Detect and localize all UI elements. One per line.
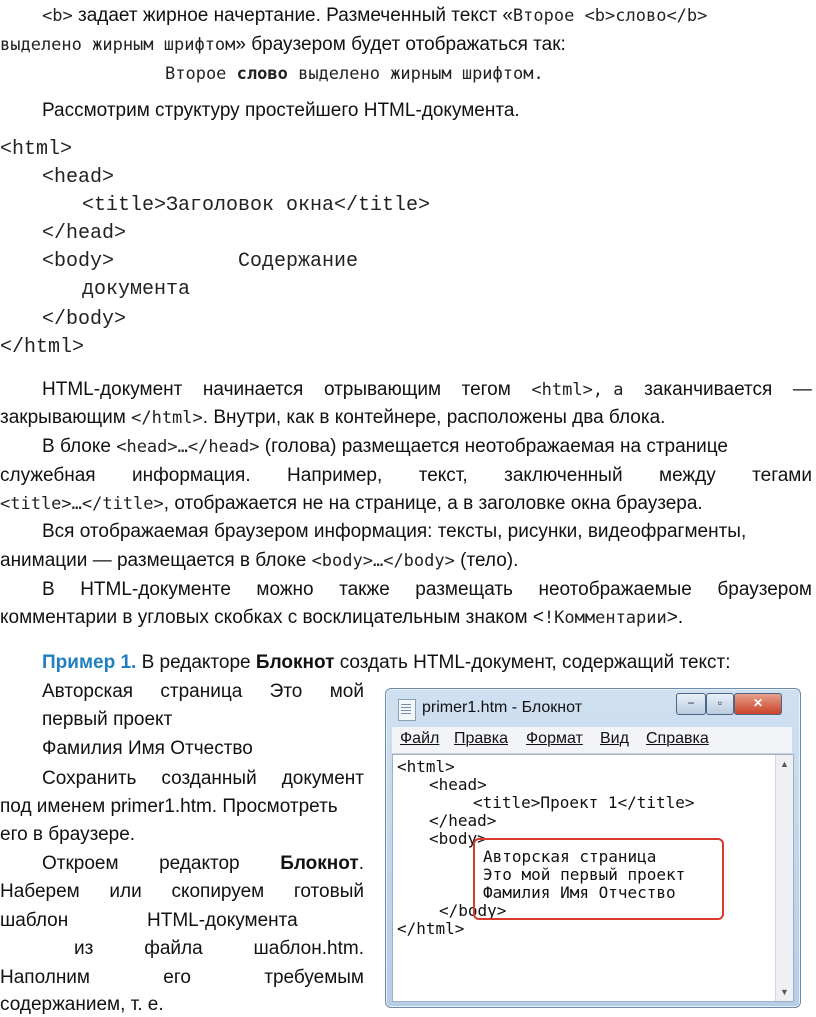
word: Блокнот (280, 853, 359, 874)
head-tag: <head>…</head> (116, 437, 260, 457)
bold-example-b: слово (236, 64, 288, 84)
window-title: primer1.htm - Блокнот (422, 699, 583, 716)
menu-format[interactable]: Формат (526, 730, 583, 747)
example-text-12: содержанием, т. е. (0, 994, 164, 1015)
para-2-line-2 (0, 464, 812, 488)
text: (голова) размещается неотображаемая на странице (259, 436, 728, 457)
word: созданный (161, 768, 257, 789)
example-text-9b: HTML-документа (147, 910, 298, 931)
html-close-tag: </html> (131, 408, 203, 428)
example-text-9a: шаблон (0, 910, 69, 931)
editor-line: Фамилия Имя Отчество (483, 883, 676, 902)
word: можно (256, 579, 314, 600)
example-text-4 (42, 767, 364, 791)
intro-line-2 (0, 33, 566, 57)
text: , отображается не на странице, а в заголовке окна браузера. (163, 493, 703, 514)
code-line-html-close: </html> (0, 336, 85, 359)
word: . (358, 853, 364, 874)
code-line-body-close: </body> (42, 308, 127, 331)
editor-line: </body> (439, 901, 507, 920)
text: закрывающим (0, 407, 132, 428)
highlight-box (473, 838, 724, 920)
text: (тело). (454, 550, 519, 571)
example-heading (42, 651, 731, 675)
word: отрывающим (323, 379, 442, 400)
word: Авторская (42, 681, 134, 702)
text: . Внутри, как в контейнере, расположены два блока. (202, 407, 666, 428)
para-2-line-1 (42, 435, 728, 459)
menu-bar (392, 727, 792, 754)
word: Например, (287, 465, 383, 486)
text: В блоке (42, 436, 117, 457)
word: его (163, 967, 191, 988)
word: мой (329, 681, 364, 702)
word: браузером (717, 579, 812, 600)
code-line-body: <body> (42, 250, 115, 273)
code-line-head-close: </head> (42, 222, 127, 245)
close-button[interactable]: ✕ (734, 693, 782, 715)
bold-example-a: Второе (165, 64, 237, 84)
word: Наполним (0, 967, 90, 988)
word: редактор (159, 853, 240, 874)
word: из (74, 938, 94, 959)
code-line-content-2: документа (82, 278, 191, 301)
word: размещать (415, 579, 513, 600)
word: — (792, 379, 812, 400)
title-tag: <title>…</title> (0, 494, 164, 514)
menu-view[interactable]: Вид (600, 730, 629, 747)
word: страница (160, 681, 243, 702)
word: тегами (752, 465, 812, 486)
word: документ (281, 768, 364, 789)
editor-line: <html> (397, 757, 455, 776)
code-line-title: <title>Заголовок окна</title> (82, 194, 431, 217)
example-text-11 (0, 966, 364, 990)
para-4-line-1 (42, 578, 812, 602)
code-line-html: <html> (0, 138, 73, 161)
bold-example-c: выделено жирным шрифтом. (287, 64, 544, 84)
para-3-line-2 (0, 549, 518, 573)
intro-text-2: » браузером будет отображаться так: (235, 34, 566, 55)
bold-example (165, 62, 544, 86)
para-4-line-2 (0, 606, 683, 630)
word: также (339, 579, 390, 600)
code-line-content: Содержание (238, 250, 359, 273)
word: текст, (418, 465, 468, 486)
word: Наберем (0, 881, 80, 902)
word: неотображаемые (538, 579, 692, 600)
word: информация. (132, 465, 251, 486)
para-3-line-1: Вся отображаемая браузером информация: тексты, рисунки, видеофрагменты, (42, 521, 747, 542)
example-label: Пример 1. (42, 652, 137, 673)
example-text-2: первый проект (42, 709, 173, 730)
word: Сохранить (42, 768, 137, 789)
example-text-7 (42, 852, 364, 876)
word: заканчивается (644, 379, 773, 400)
word: файла (144, 938, 203, 959)
text: анимации — размещается в блоке (0, 550, 312, 571)
word: служебная (0, 465, 96, 486)
word: тегом (461, 379, 511, 400)
b-tag: <b> (42, 6, 73, 26)
word: заключенный (504, 465, 623, 486)
editor-area[interactable] (392, 754, 794, 1002)
scroll-up-icon[interactable]: ▲ (780, 759, 789, 769)
notepad-icon (398, 699, 416, 721)
word: Откроем (42, 853, 119, 874)
example-text-3: Фамилия Имя Отчество (42, 738, 253, 759)
word: начинается (202, 379, 304, 400)
editor-line: <head> (429, 775, 487, 794)
word: между (659, 465, 716, 486)
menu-help[interactable]: Справка (646, 730, 709, 747)
example-text-6: его в браузере. (0, 824, 136, 845)
word: HTML-документе (80, 579, 231, 600)
intro-mono-1: Второе <b>слово</b> (512, 6, 708, 26)
editor-line: </html> (397, 919, 465, 938)
para-1-line-1 (42, 378, 812, 402)
example-text-8 (0, 880, 364, 904)
editor-line: <title>Проект 1</title> (473, 793, 695, 812)
word: Это (269, 681, 303, 702)
editor-line: <body> (429, 829, 487, 848)
editor-line: </head> (429, 811, 497, 830)
text: комментарии в угловых скобках с восклицательным знаком < (0, 607, 544, 628)
text: >. (666, 607, 684, 628)
word: В (42, 579, 55, 600)
notepad-name: Блокнот (255, 652, 335, 673)
word: или (109, 881, 142, 902)
comment-text: !Комментарии (543, 608, 667, 628)
code-line-head: <head> (42, 166, 115, 189)
para-2-line-3 (0, 492, 703, 516)
editor-line: Это мой первый проект (483, 865, 686, 884)
structure-heading: Рассмотрим структуру простейшего HTML-документа. (42, 100, 520, 121)
word: HTML-документ (42, 379, 183, 400)
body-tag: <body>…</body> (311, 551, 455, 571)
word: <html>, а (531, 380, 624, 400)
example-text-5: под именем primer1.htm. Просмотреть (0, 796, 338, 817)
word: скопируем (171, 881, 265, 902)
example-text-10 (74, 937, 364, 961)
notepad-window (385, 688, 801, 1008)
word: готовый (293, 881, 364, 902)
intro-line-1 (42, 4, 707, 28)
intro-mono-2: выделено жирным шрифтом (0, 35, 236, 55)
maximize-button[interactable]: ▫ (706, 693, 734, 715)
example-text-1 (42, 680, 364, 704)
editor-line: Авторская страница (483, 847, 657, 866)
vertical-scrollbar[interactable] (775, 755, 793, 1001)
text: создать HTML-документ, содержащий текст: (334, 652, 731, 673)
intro-text-1: задает жирное начертание. Размеченный текст « (72, 5, 513, 26)
para-1-line-2 (0, 406, 665, 430)
word: шаблон.htm. (253, 938, 364, 959)
word: требуемым (264, 967, 364, 988)
menu-edit[interactable]: Правка (454, 730, 509, 747)
text: В редакторе (136, 652, 256, 673)
scroll-down-icon[interactable]: ▼ (780, 987, 789, 997)
minimize-button[interactable]: − (676, 693, 706, 715)
menu-file[interactable]: Файл (400, 730, 440, 747)
